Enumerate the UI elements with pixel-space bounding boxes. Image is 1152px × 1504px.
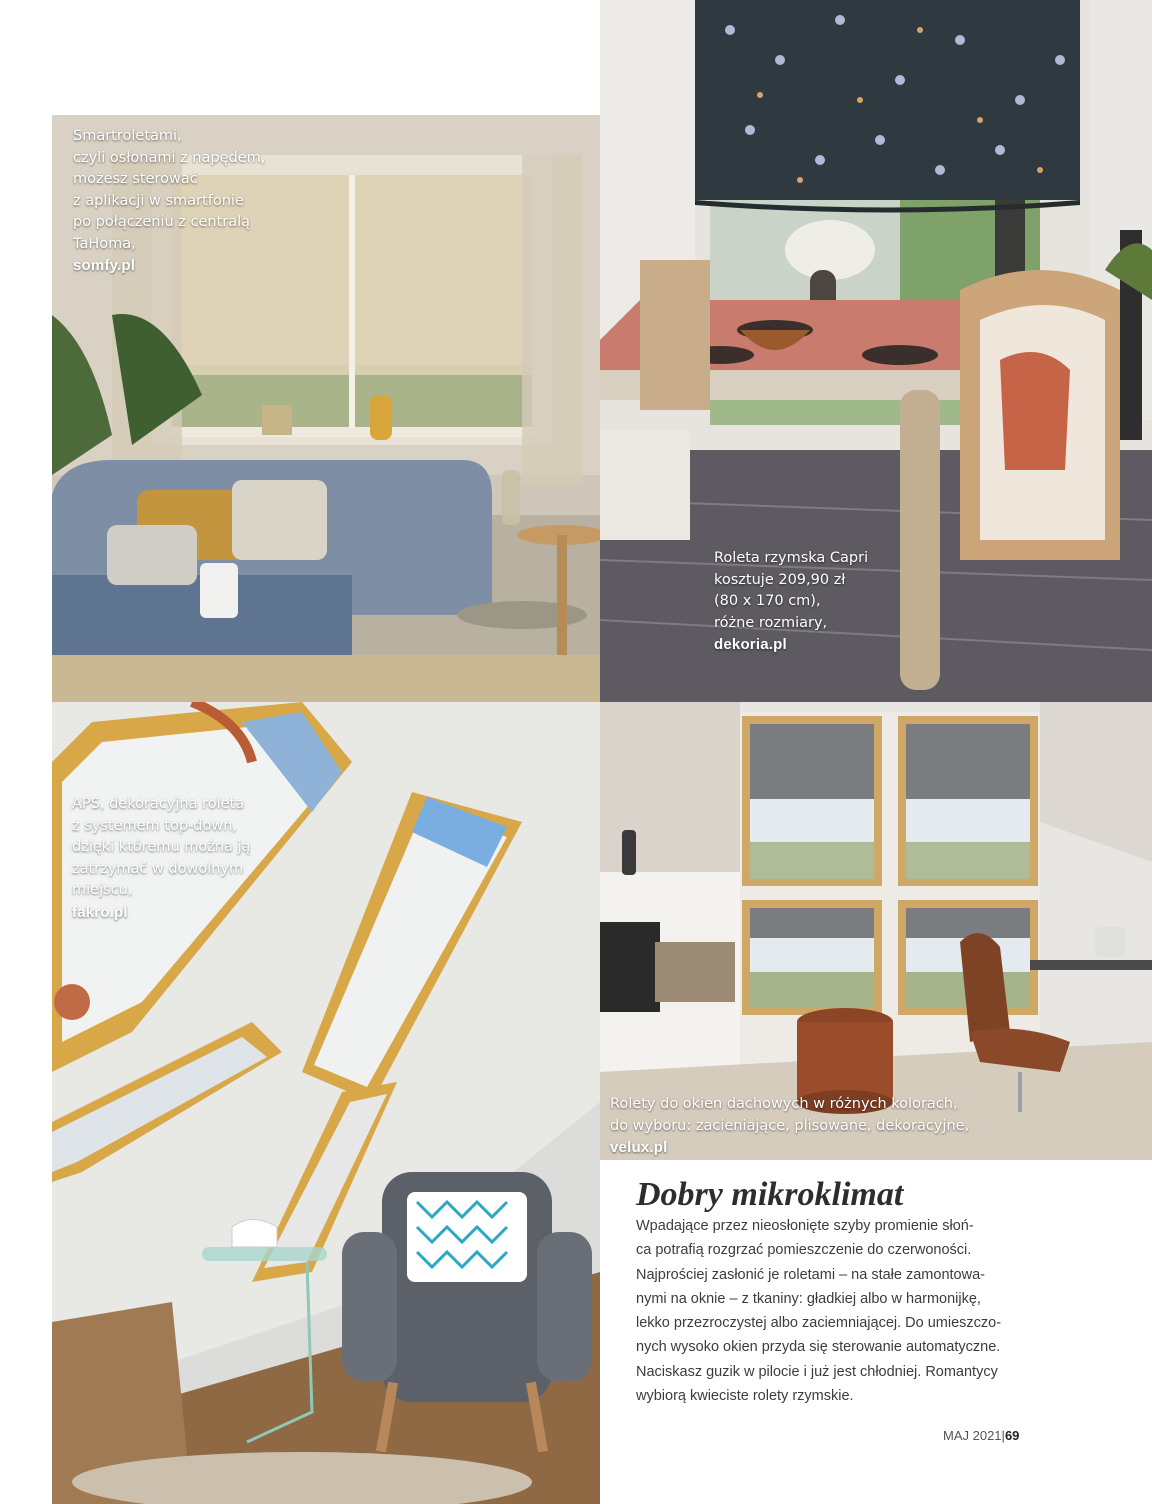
- caption-line: do wyboru: zacieniające, plisowane, dekoracyjne,: [610, 1117, 970, 1134]
- caption-fakro: [72, 794, 250, 923]
- source-link: somfy.pl: [73, 257, 136, 274]
- source-link: velux.pl: [610, 1139, 668, 1156]
- body-line: ca potrafią rozgrzać pomieszczenie do czerwoności.: [636, 1242, 972, 1259]
- caption-line: TaHoma,: [73, 235, 136, 252]
- issue-date: MAJ 2021: [943, 1428, 1002, 1443]
- caption-line: zatrzymać w dowolnym: [72, 860, 244, 877]
- folio-separator: |: [1001, 1428, 1005, 1443]
- body-line: Naciskasz guzik w pilocie i już jest chłodniej. Romantycy: [636, 1363, 998, 1380]
- caption-line: APS, dekoracyjna roleta: [72, 796, 245, 812]
- photo-living-room: [52, 115, 600, 702]
- caption-line: Roleta rzymska Capri: [714, 550, 869, 566]
- caption-line: po połączeniu z centralą: [73, 214, 251, 230]
- caption-line: różne rozmiary,: [714, 614, 828, 631]
- photo-attic-armchair: [52, 702, 600, 1504]
- body-line: wybiorą kwieciste rolety rzymskie.: [636, 1388, 854, 1405]
- caption-line: z systemem top-down,: [72, 817, 238, 834]
- source-link: dekoria.pl: [714, 636, 787, 653]
- caption-somfy: [73, 126, 265, 277]
- article-heading: Dobry mikroklimat: [636, 1176, 904, 1213]
- caption-dekoria: [714, 548, 868, 656]
- caption-velux: [610, 1094, 969, 1159]
- caption-line: kosztuje 209,90 zł: [714, 571, 846, 588]
- caption-line: Rolety do okien dachowych w różnych kolorach,: [610, 1096, 958, 1112]
- photo-dining-room: [600, 0, 1152, 702]
- body-line: Wpadające przez nieosłonięte szyby promienie słoń-: [636, 1218, 974, 1234]
- caption-line: miejscu,: [72, 882, 133, 898]
- caption-line: możesz sterować: [73, 171, 198, 187]
- caption-line: (80 x 170 cm),: [714, 593, 821, 609]
- body-line: Najprościej zasłonić je roletami – na stałe zamontowa-: [636, 1266, 985, 1283]
- photo-attic-office: [600, 702, 1152, 1160]
- article-body: [636, 1214, 1031, 1408]
- caption-line: Smartroletami,: [73, 128, 182, 144]
- source-link: fakro.pl: [72, 903, 128, 921]
- caption-line: dzięki któremu można ją: [72, 839, 251, 855]
- body-line: nych wysoko okien przyda się sterowanie automatyczne.: [636, 1339, 1001, 1356]
- page-number: 69: [1004, 1428, 1020, 1443]
- caption-line: czyli osłonami z napędem,: [73, 149, 266, 166]
- page-folio: [943, 1428, 1019, 1443]
- body-line: lekko przezroczystej albo zaciemniającej. Do umieszczo-: [636, 1315, 1002, 1332]
- body-line: nymi na oknie – z tkaniny: gładkiej albo w harmonijkę,: [636, 1290, 981, 1307]
- caption-line: z aplikacji w smartfonie: [73, 192, 244, 209]
